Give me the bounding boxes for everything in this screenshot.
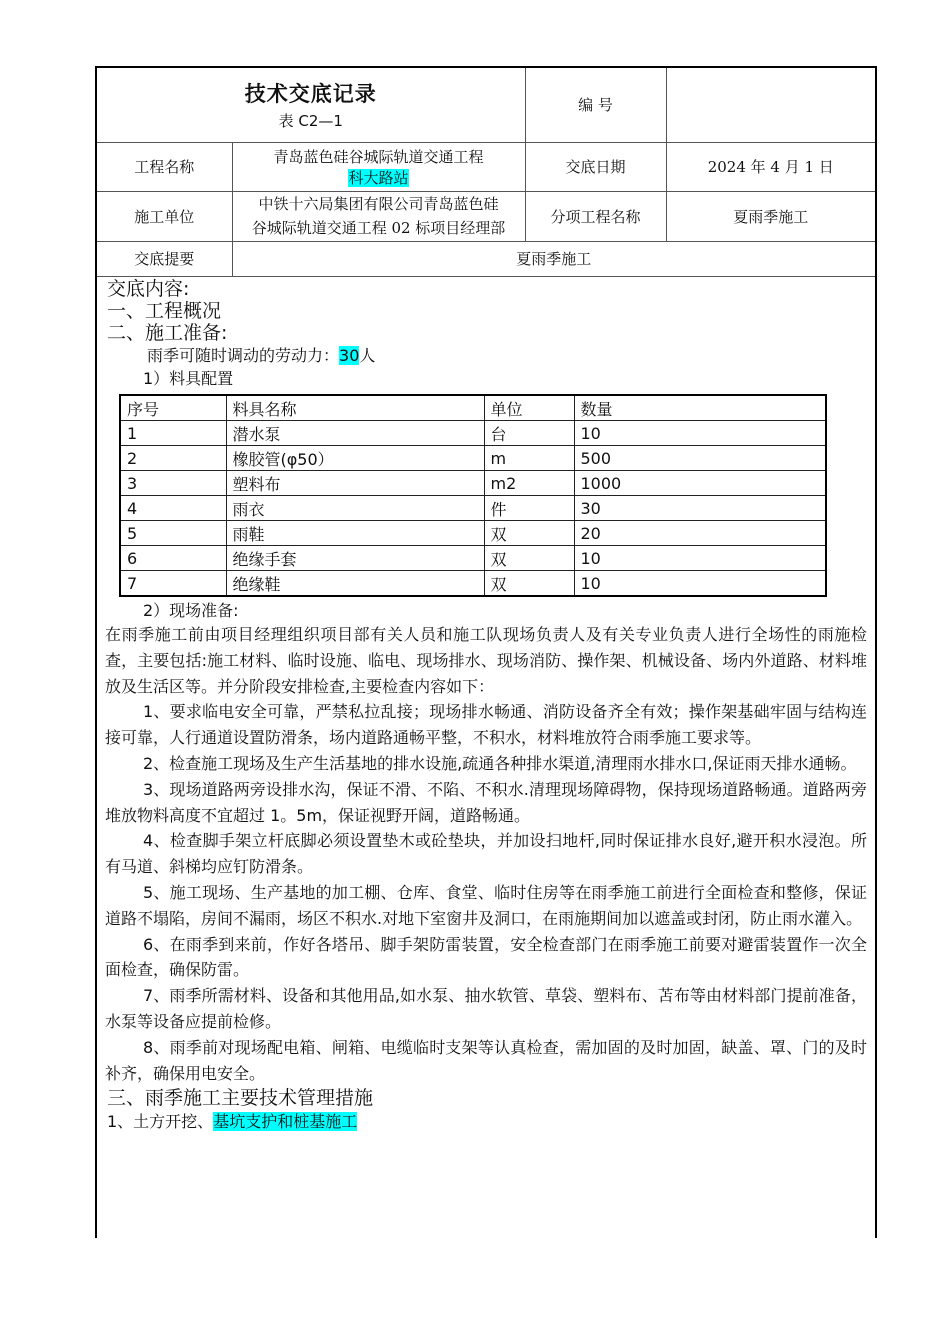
section-preparation: 二、施工准备: <box>107 322 228 344</box>
unit-line1: 中铁十六局集团有限公司青岛蓝色硅 <box>258 195 499 213</box>
check-item-1: 1、要求临电安全可靠，严禁私拉乱接；现场排水畅通、消防设备齐全有效；操作架基础牢固与结构连接可靠，人行通道设置防滑条，场内道路通畅平整，不积水，材料堆放符合雨季施工要求等。 <box>105 702 867 748</box>
sub-project-value: 夏雨季施工 <box>666 191 875 241</box>
table-row <box>120 496 826 521</box>
row-no: 6 <box>120 546 226 571</box>
row-qty: 1000 <box>574 471 826 496</box>
materials-header-cell: 料具名称 <box>226 395 484 421</box>
row-unit: 件 <box>484 496 574 521</box>
materials-header-cell: 单位 <box>484 395 574 421</box>
labor-prefix: 雨季可随时调动的劳动力： <box>147 346 340 365</box>
row-no: 4 <box>120 496 226 521</box>
table-row <box>120 571 826 597</box>
project-name-line1: 青岛蓝色硅谷城际轨道交通工程 <box>273 147 484 166</box>
unit-label: 施工单位 <box>97 191 232 241</box>
row-unit: 台 <box>484 421 574 446</box>
materials-header-row <box>120 395 826 421</box>
row-unit: 双 <box>484 521 574 546</box>
check-item-8: 8、雨季前对现场配电箱、闸箱、电缆临时支架等认真检查，需加固的及时加固，缺盖、罩、门的及时补齐，确保用电安全。 <box>105 1037 867 1083</box>
site-prep-title: 2）现场准备: <box>143 601 239 620</box>
row-no: 2 <box>120 446 226 471</box>
check-item-5: 5、施工现场、生产基地的加工棚、仓库、食堂、临时住房等在雨季施工前进行全面检查和整修，保证道路不塌陷，房间不漏雨，场区不积水.对地下室窗井及洞口，在雨施期间加以遮盖或封闭，防止雨水灌入。 <box>105 882 867 928</box>
materials-header-cell: 数量 <box>574 395 826 421</box>
summary-value: 夏雨季施工 <box>232 241 875 276</box>
content-body <box>97 278 875 1133</box>
materials-title: 1）料具配置 <box>143 369 234 388</box>
sub1-highlight: 基坑支护和桩基施工 <box>213 1112 358 1132</box>
number-label: 编 号 <box>525 68 666 142</box>
row-qty: 30 <box>574 496 826 521</box>
row-item: 橡胶管(φ50） <box>226 446 484 471</box>
labor-suffix: 人 <box>359 346 376 365</box>
row-unit: 双 <box>484 546 574 571</box>
record-form <box>95 66 877 1238</box>
row-qty: 10 <box>574 546 826 571</box>
table-row <box>120 546 826 571</box>
project-name-line2: 科大路站 <box>348 168 409 187</box>
row-unit: 双 <box>484 571 574 597</box>
materials-header-cell: 序号 <box>120 395 226 421</box>
row-item: 雨鞋 <box>226 521 484 546</box>
row-item: 塑料布 <box>226 471 484 496</box>
unit-line2: 谷城际轨道交通工程 02 标项目经理部 <box>251 219 506 237</box>
sub-project-label: 分项工程名称 <box>525 191 666 241</box>
sub1-prefix: 1、土方开挖、 <box>107 1112 214 1132</box>
date-value: 2024 年 4 月 1 日 <box>666 142 875 191</box>
row-unit: m <box>484 446 574 471</box>
project-name-value <box>232 142 525 191</box>
row-qty: 500 <box>574 446 826 471</box>
table-row <box>120 446 826 471</box>
site-prep-intro: 在雨季施工前由项目经理组织项目部有关人员和施工队现场负责人及有关专业负责人进行全场性的雨施检查，主要包括:施工材料、临时设施、临电、现场排水、现场消防、操作架、机械设备、场内外道路、材料堆放及生活区等。并分阶段安排检查,主要检查内容如下： <box>105 625 867 696</box>
check-item-6: 6、在雨季到来前，作好各塔吊、脚手架防雷装置，安全检查部门在雨季施工前要对避雷装置作一次全面检查，确保防雷。 <box>105 934 867 980</box>
table-row <box>120 521 826 546</box>
check-item-2: 2、检查施工现场及生产生活基地的排水设施,疏通各种排水渠道,清理雨水排水口,保证雨天排水通畅。 <box>143 753 857 773</box>
unit-value <box>232 191 525 241</box>
row-qty: 10 <box>574 421 826 446</box>
form-title: 技术交底记录 <box>244 82 377 107</box>
check-item-4: 4、检查脚手架立杆底脚必须设置垫木或砼垫块，并加设扫地杆,同时保证排水良好,避开积水浸泡。所有马道、斜梯均应钉防滑条。 <box>105 831 867 877</box>
summary-label: 交底提要 <box>97 241 232 276</box>
section-overview: 一、工程概况 <box>107 300 222 322</box>
labor-count: 30 <box>339 346 360 365</box>
row-item: 绝缘鞋 <box>226 571 484 597</box>
row-item: 雨衣 <box>226 496 484 521</box>
date-label: 交底日期 <box>525 142 666 191</box>
row-item: 绝缘手套 <box>226 546 484 571</box>
table-row <box>120 471 826 496</box>
row-unit: m2 <box>484 471 574 496</box>
row-item: 潜水泵 <box>226 421 484 446</box>
row-no: 3 <box>120 471 226 496</box>
materials-table <box>119 394 827 597</box>
row-no: 5 <box>120 521 226 546</box>
row-no: 1 <box>120 421 226 446</box>
header-table <box>97 68 875 277</box>
title-cell <box>97 68 525 142</box>
table-row <box>120 421 826 446</box>
sub-section-1 <box>97 1110 875 1133</box>
project-name-label: 工程名称 <box>97 142 232 191</box>
form-number: 表 C2—1 <box>278 112 343 131</box>
labor-line <box>97 344 875 367</box>
row-qty: 20 <box>574 521 826 546</box>
row-no: 7 <box>120 571 226 597</box>
section-measures: 三、雨季施工主要技术管理措施 <box>107 1087 374 1110</box>
row-qty: 10 <box>574 571 826 597</box>
check-item-3: 3、现场道路两旁设排水沟，保证不滑、不陷、不积水.清理现场障碍物，保持现场道路畅通。道路两旁堆放物料高度不宜超过 1。5m，保证视野开阔，道路畅通。 <box>105 779 867 825</box>
number-value <box>666 68 875 142</box>
content-heading: 交底内容: <box>107 278 190 300</box>
check-item-7: 7、雨季所需材料、设备和其他用品,如水泵、抽水软管、草袋、塑料布、苫布等由材料部门提前准备，水泵等设备应提前检修。 <box>105 986 867 1031</box>
